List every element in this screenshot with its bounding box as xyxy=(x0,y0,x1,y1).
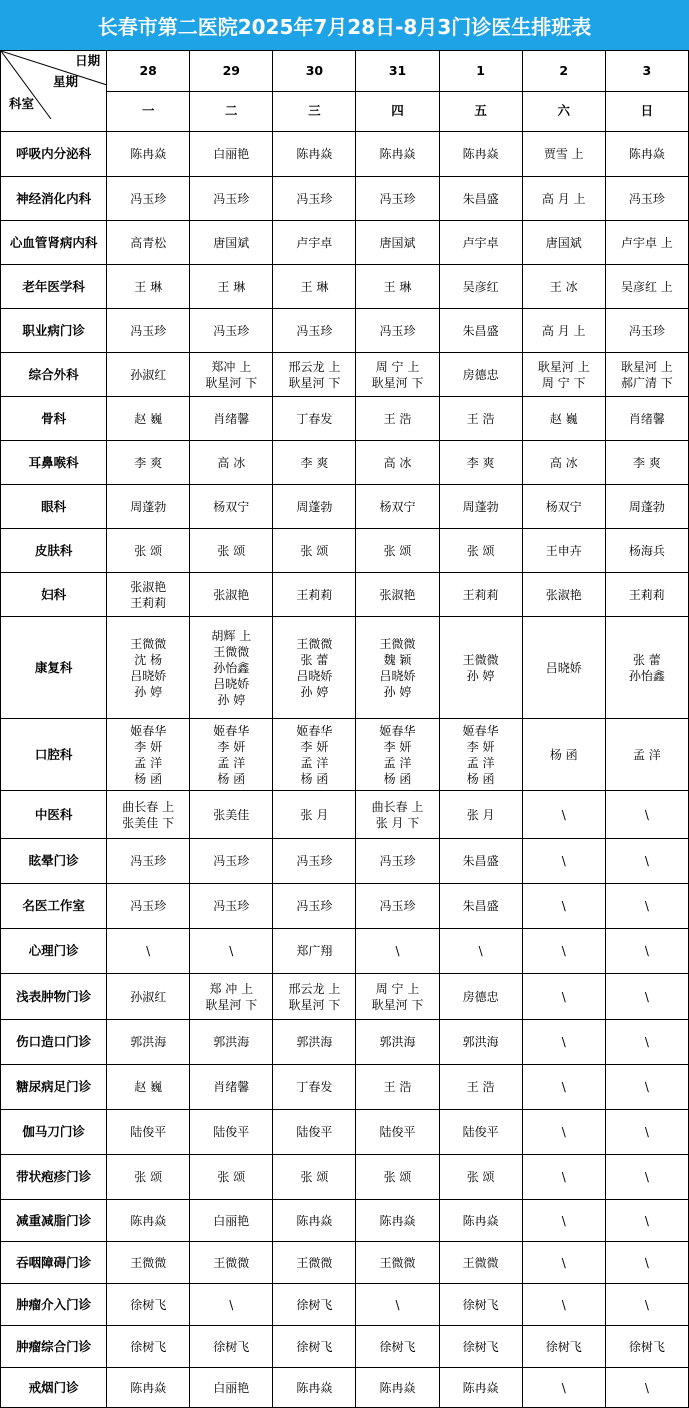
doctor-cell: 陈冉焱 xyxy=(273,1200,356,1242)
doctor-cell: 周蓬勃 xyxy=(439,485,522,529)
doctor-cell: 张淑艳 王莉莉 xyxy=(107,573,190,617)
table-row xyxy=(1,177,689,221)
department-name: 职业病门诊 xyxy=(1,309,107,353)
doctor-cell: \ xyxy=(605,1065,688,1110)
doctor-cell: 陆俊平 xyxy=(356,1110,439,1155)
department-name: 减重减脂门诊 xyxy=(1,1200,107,1242)
doctor-cell: 姬春华 李 妍 孟 洋 杨 函 xyxy=(439,719,522,791)
department-name: 口腔科 xyxy=(1,719,107,791)
doctor-cell: 张淑艳 xyxy=(190,573,273,617)
doctor-cell: 张 颂 xyxy=(190,529,273,573)
doctor-cell: 高 冰 xyxy=(522,441,605,485)
corner-label-date: 日期 xyxy=(75,53,101,68)
doctor-cell: 陈冉焱 xyxy=(439,132,522,177)
department-name: 老年医学科 xyxy=(1,265,107,309)
doctor-cell: \ xyxy=(190,929,273,974)
doctor-cell: 邢云龙 上 耿星河 下 xyxy=(273,353,356,397)
table-row xyxy=(1,397,689,441)
department-name: 浅表肿物门诊 xyxy=(1,974,107,1020)
doctor-cell: 张淑艳 xyxy=(522,573,605,617)
weekday-cell: 一 xyxy=(107,91,190,132)
doctor-cell: 赵 巍 xyxy=(107,1065,190,1110)
doctor-cell: 白丽艳 xyxy=(190,1200,273,1242)
doctor-cell: 陈冉焱 xyxy=(356,132,439,177)
doctor-cell: 王微微 沈 杨 吕晓娇 孙 婷 xyxy=(107,617,190,719)
table-row xyxy=(1,309,689,353)
doctor-cell: 王微微 xyxy=(273,1242,356,1284)
table-row xyxy=(1,839,689,884)
date-cell: 2 xyxy=(522,51,605,92)
doctor-cell: 冯玉珍 xyxy=(190,884,273,929)
doctor-cell: 高 月 上 xyxy=(522,177,605,221)
doctor-cell: \ xyxy=(107,929,190,974)
department-name: 心血管肾病内科 xyxy=(1,221,107,265)
doctor-cell: 王 琳 xyxy=(273,265,356,309)
doctor-cell: 周蓬勃 xyxy=(273,485,356,529)
doctor-cell: 徐树飞 xyxy=(522,1326,605,1368)
table-row xyxy=(1,132,689,177)
doctor-cell: 王 浩 xyxy=(356,1065,439,1110)
doctor-cell: 朱昌盛 xyxy=(439,309,522,353)
department-name: 戒烟门诊 xyxy=(1,1368,107,1408)
doctor-cell: 李 爽 xyxy=(107,441,190,485)
doctor-cell: 冯玉珍 xyxy=(605,309,688,353)
doctor-cell: 王微微 xyxy=(190,1242,273,1284)
department-name: 妇科 xyxy=(1,573,107,617)
date-cell: 28 xyxy=(107,51,190,92)
table-row xyxy=(1,1155,689,1200)
doctor-cell: 冯玉珍 xyxy=(273,309,356,353)
doctor-cell: 周蓬勃 xyxy=(107,485,190,529)
doctor-cell: \ xyxy=(522,884,605,929)
doctor-cell: 张 月 xyxy=(439,791,522,839)
doctor-cell: 周 宁 上 耿星河 下 xyxy=(356,353,439,397)
doctor-cell: \ xyxy=(522,1284,605,1326)
doctor-cell: 姬春华 李 妍 孟 洋 杨 函 xyxy=(190,719,273,791)
table-row xyxy=(1,884,689,929)
doctor-cell: \ xyxy=(605,791,688,839)
doctor-cell: \ xyxy=(522,1200,605,1242)
doctor-cell: 白丽艳 xyxy=(190,132,273,177)
doctor-cell: 陈冉焱 xyxy=(107,1368,190,1408)
doctor-cell: \ xyxy=(605,839,688,884)
doctor-cell: 高 冰 xyxy=(190,441,273,485)
doctor-cell: \ xyxy=(605,974,688,1020)
header-corner-cell xyxy=(1,51,107,132)
doctor-cell: \ xyxy=(439,929,522,974)
doctor-cell: 肖绪馨 xyxy=(605,397,688,441)
doctor-cell: 张 颂 xyxy=(439,1155,522,1200)
doctor-cell: 张美佳 xyxy=(190,791,273,839)
doctor-cell: 孙淑红 xyxy=(107,353,190,397)
doctor-cell: 徐树飞 xyxy=(190,1326,273,1368)
doctor-cell: 徐树飞 xyxy=(605,1326,688,1368)
doctor-cell: 杨双宁 xyxy=(522,485,605,529)
doctor-cell: 王 冰 xyxy=(522,265,605,309)
doctor-cell: 徐树飞 xyxy=(356,1326,439,1368)
department-name: 皮肤科 xyxy=(1,529,107,573)
doctor-cell: 郭洪海 xyxy=(107,1020,190,1065)
doctor-cell: \ xyxy=(522,1155,605,1200)
doctor-cell: 肖绪馨 xyxy=(190,397,273,441)
department-name: 呼吸内分泌科 xyxy=(1,132,107,177)
doctor-cell: 张 颂 xyxy=(273,529,356,573)
table-row xyxy=(1,1284,689,1326)
date-cell: 1 xyxy=(439,51,522,92)
doctor-cell: 王微微 xyxy=(439,1242,522,1284)
doctor-cell: 王微微 魏 颖 吕晓娇 孙 婷 xyxy=(356,617,439,719)
doctor-cell: 杨海兵 xyxy=(605,529,688,573)
doctor-cell: 冯玉珍 xyxy=(273,177,356,221)
doctor-cell: 张 月 xyxy=(273,791,356,839)
doctor-cell: 冯玉珍 xyxy=(273,839,356,884)
doctor-cell: 王莉莉 xyxy=(605,573,688,617)
doctor-cell: 房德忠 xyxy=(439,974,522,1020)
doctor-cell: 吕晓娇 xyxy=(522,617,605,719)
doctor-cell: 王莉莉 xyxy=(273,573,356,617)
doctor-cell: 王微微 孙 婷 xyxy=(439,617,522,719)
department-name: 带状疱疹门诊 xyxy=(1,1155,107,1200)
doctor-cell: 郑 冲 上 耿星河 下 xyxy=(190,974,273,1020)
doctor-cell: 丁春发 xyxy=(273,1065,356,1110)
doctor-cell: 孙淑红 xyxy=(107,974,190,1020)
doctor-cell: 冯玉珍 xyxy=(273,884,356,929)
table-row xyxy=(1,1065,689,1110)
doctor-cell: 陈冉焱 xyxy=(356,1368,439,1408)
doctor-cell: 陆俊平 xyxy=(190,1110,273,1155)
table-row xyxy=(1,573,689,617)
table-row xyxy=(1,1020,689,1065)
doctor-cell: 曲长春 上 张美佳 下 xyxy=(107,791,190,839)
doctor-cell: 卢宇卓 xyxy=(273,221,356,265)
doctor-cell: 王 琳 xyxy=(356,265,439,309)
doctor-cell: 王 浩 xyxy=(439,1065,522,1110)
doctor-cell: \ xyxy=(605,1155,688,1200)
doctor-cell: \ xyxy=(522,1110,605,1155)
table-row xyxy=(1,353,689,397)
department-name: 伤口造口门诊 xyxy=(1,1020,107,1065)
doctor-cell: 冯玉珍 xyxy=(190,839,273,884)
doctor-cell: \ xyxy=(522,974,605,1020)
doctor-cell: 高 月 上 xyxy=(522,309,605,353)
department-name: 综合外科 xyxy=(1,353,107,397)
doctor-cell: \ xyxy=(522,1020,605,1065)
table-row xyxy=(1,719,689,791)
doctor-cell: \ xyxy=(605,1368,688,1408)
doctor-cell: \ xyxy=(605,1020,688,1065)
doctor-cell: \ xyxy=(522,929,605,974)
doctor-cell: 陈冉焱 xyxy=(107,132,190,177)
doctor-cell: 冯玉珍 xyxy=(107,839,190,884)
doctor-cell: 冯玉珍 xyxy=(190,309,273,353)
table-row xyxy=(1,265,689,309)
doctor-cell: 李 爽 xyxy=(439,441,522,485)
doctor-cell: 唐国斌 xyxy=(522,221,605,265)
department-name: 糖尿病足门诊 xyxy=(1,1065,107,1110)
doctor-cell: \ xyxy=(522,1065,605,1110)
doctor-cell: 房德忠 xyxy=(439,353,522,397)
doctor-cell: 贾雪 上 xyxy=(522,132,605,177)
doctor-cell: 徐树飞 xyxy=(107,1284,190,1326)
schedule-table xyxy=(0,50,689,1408)
doctor-cell: 白丽艳 xyxy=(190,1368,273,1408)
doctor-cell: 张 颂 xyxy=(356,1155,439,1200)
doctor-cell: 冯玉珍 xyxy=(107,309,190,353)
doctor-cell: 陆俊平 xyxy=(107,1110,190,1155)
doctor-cell: 徐树飞 xyxy=(107,1326,190,1368)
doctor-cell: 冯玉珍 xyxy=(605,177,688,221)
doctor-cell: 冯玉珍 xyxy=(107,884,190,929)
doctor-cell: 冯玉珍 xyxy=(107,177,190,221)
doctor-cell: 杨 函 xyxy=(522,719,605,791)
doctor-cell: 张 颂 xyxy=(190,1155,273,1200)
doctor-cell: 唐国斌 xyxy=(190,221,273,265)
doctor-cell: 冯玉珍 xyxy=(356,884,439,929)
table-row xyxy=(1,1110,689,1155)
doctor-cell: 高 冰 xyxy=(356,441,439,485)
doctor-cell: \ xyxy=(522,1242,605,1284)
table-row xyxy=(1,929,689,974)
department-name: 伽马刀门诊 xyxy=(1,1110,107,1155)
doctor-cell: 高青松 xyxy=(107,221,190,265)
doctor-cell: 姬春华 李 妍 孟 洋 杨 函 xyxy=(107,719,190,791)
date-cell: 29 xyxy=(190,51,273,92)
table-row xyxy=(1,791,689,839)
page-title: 长春市第二医院2025年7月28日-8月3门诊医生排班表 xyxy=(0,0,689,50)
doctor-cell: 郭洪海 xyxy=(356,1020,439,1065)
doctor-cell: 张 颂 xyxy=(439,529,522,573)
doctor-cell: 耿星河 上 周 宁 下 xyxy=(522,353,605,397)
doctor-cell: 陈冉焱 xyxy=(439,1200,522,1242)
date-cell: 30 xyxy=(273,51,356,92)
doctor-cell: 李 爽 xyxy=(273,441,356,485)
doctor-cell: \ xyxy=(356,1284,439,1326)
doctor-cell: 邢云龙 上 耿星河 下 xyxy=(273,974,356,1020)
doctor-cell: 丁春发 xyxy=(273,397,356,441)
doctor-cell: 卢宇卓 上 xyxy=(605,221,688,265)
weekday-cell: 五 xyxy=(439,91,522,132)
doctor-cell: \ xyxy=(522,1368,605,1408)
table-row xyxy=(1,617,689,719)
table-row xyxy=(1,529,689,573)
doctor-cell: \ xyxy=(605,929,688,974)
doctor-cell: 王申卉 xyxy=(522,529,605,573)
doctor-cell: 王 琳 xyxy=(190,265,273,309)
table-row xyxy=(1,441,689,485)
doctor-cell: 张 颂 xyxy=(107,1155,190,1200)
doctor-cell: \ xyxy=(605,1110,688,1155)
date-cell: 3 xyxy=(605,51,688,92)
doctor-cell: 王微微 xyxy=(107,1242,190,1284)
department-name: 康复科 xyxy=(1,617,107,719)
doctor-cell: 王 浩 xyxy=(439,397,522,441)
department-name: 神经消化内科 xyxy=(1,177,107,221)
weekday-cell: 四 xyxy=(356,91,439,132)
doctor-cell: 姬春华 李 妍 孟 洋 杨 函 xyxy=(273,719,356,791)
doctor-cell: \ xyxy=(522,839,605,884)
doctor-cell: 冯玉珍 xyxy=(356,177,439,221)
doctor-cell: \ xyxy=(190,1284,273,1326)
doctor-cell: 孟 洋 xyxy=(605,719,688,791)
doctor-cell: 杨双宁 xyxy=(356,485,439,529)
department-name: 骨科 xyxy=(1,397,107,441)
doctor-cell: 曲长春 上 张 月 下 xyxy=(356,791,439,839)
doctor-cell: 陆俊平 xyxy=(273,1110,356,1155)
doctor-cell: 赵 巍 xyxy=(107,397,190,441)
doctor-cell: 吴彦红 xyxy=(439,265,522,309)
department-name: 名医工作室 xyxy=(1,884,107,929)
doctor-cell: 冯玉珍 xyxy=(190,177,273,221)
doctor-cell: 陈冉焱 xyxy=(273,132,356,177)
doctor-cell: 朱昌盛 xyxy=(439,177,522,221)
weekday-cell: 二 xyxy=(190,91,273,132)
doctor-cell: 冯玉珍 xyxy=(356,839,439,884)
doctor-cell: 冯玉珍 xyxy=(356,309,439,353)
department-name: 肿瘤介入门诊 xyxy=(1,1284,107,1326)
department-name: 眼科 xyxy=(1,485,107,529)
doctor-cell: \ xyxy=(605,1200,688,1242)
department-name: 肿瘤综合门诊 xyxy=(1,1326,107,1368)
doctor-cell: 王莉莉 xyxy=(439,573,522,617)
doctor-cell: 陈冉焱 xyxy=(273,1368,356,1408)
weekday-cell: 六 xyxy=(522,91,605,132)
doctor-cell: 姬春华 李 妍 孟 洋 杨 函 xyxy=(356,719,439,791)
doctor-cell: 郑广翔 xyxy=(273,929,356,974)
doctor-cell: 赵 巍 xyxy=(522,397,605,441)
doctor-cell: 郭洪海 xyxy=(439,1020,522,1065)
corner-label-weekday: 星期 xyxy=(53,74,79,89)
doctor-cell: 朱昌盛 xyxy=(439,839,522,884)
doctor-cell: 耿星河 上 郝广清 下 xyxy=(605,353,688,397)
doctor-cell: 郭洪海 xyxy=(190,1020,273,1065)
table-row xyxy=(1,221,689,265)
weekday-cell: 三 xyxy=(273,91,356,132)
doctor-cell: \ xyxy=(605,884,688,929)
doctor-cell: 肖绪馨 xyxy=(190,1065,273,1110)
weekday-cell: 日 xyxy=(605,91,688,132)
table-row xyxy=(1,1326,689,1368)
doctor-cell: 张淑艳 xyxy=(356,573,439,617)
doctor-cell: 张 颂 xyxy=(356,529,439,573)
doctor-cell: 李 爽 xyxy=(605,441,688,485)
header-date-row xyxy=(1,51,689,92)
doctor-cell: 周 宁 上 耿星河 下 xyxy=(356,974,439,1020)
doctor-cell: 张 颂 xyxy=(107,529,190,573)
table-row xyxy=(1,485,689,529)
doctor-cell: 陈冉焱 xyxy=(439,1368,522,1408)
doctor-cell: 徐树飞 xyxy=(439,1284,522,1326)
doctor-cell: 徐树飞 xyxy=(273,1284,356,1326)
table-row xyxy=(1,974,689,1020)
doctor-cell: 徐树飞 xyxy=(439,1326,522,1368)
doctor-cell: 陈冉焱 xyxy=(605,132,688,177)
department-name: 中医科 xyxy=(1,791,107,839)
doctor-cell: 张 颂 xyxy=(273,1155,356,1200)
doctor-cell: 张 蕾 孙怡鑫 xyxy=(605,617,688,719)
department-name: 眩晕门诊 xyxy=(1,839,107,884)
department-name: 耳鼻喉科 xyxy=(1,441,107,485)
doctor-cell: 郑冲 上 耿星河 下 xyxy=(190,353,273,397)
doctor-cell: 王 浩 xyxy=(356,397,439,441)
doctor-cell: 陆俊平 xyxy=(439,1110,522,1155)
table-row xyxy=(1,1200,689,1242)
doctor-cell: 朱昌盛 xyxy=(439,884,522,929)
doctor-cell: \ xyxy=(522,791,605,839)
table-row xyxy=(1,1368,689,1408)
table-row xyxy=(1,1242,689,1284)
doctor-cell: 周蓬勃 xyxy=(605,485,688,529)
doctor-cell: \ xyxy=(605,1242,688,1284)
date-cell: 31 xyxy=(356,51,439,92)
doctor-cell: 郭洪海 xyxy=(273,1020,356,1065)
doctor-cell: 王微微 xyxy=(356,1242,439,1284)
corner-label-department: 科室 xyxy=(9,96,35,111)
doctor-cell: \ xyxy=(605,1284,688,1326)
doctor-cell: 杨双宁 xyxy=(190,485,273,529)
doctor-cell: 徐树飞 xyxy=(273,1326,356,1368)
department-name: 心理门诊 xyxy=(1,929,107,974)
doctor-cell: 陈冉焱 xyxy=(356,1200,439,1242)
doctor-cell: \ xyxy=(356,929,439,974)
doctor-cell: 吴彦红 上 xyxy=(605,265,688,309)
doctor-cell: 王 琳 xyxy=(107,265,190,309)
doctor-cell: 唐国斌 xyxy=(356,221,439,265)
doctor-cell: 胡辉 上 王微微 孙怡鑫 吕晓娇 孙 婷 xyxy=(190,617,273,719)
department-name: 吞咽障碍门诊 xyxy=(1,1242,107,1284)
doctor-cell: 王微微 张 蕾 吕晓娇 孙 婷 xyxy=(273,617,356,719)
doctor-cell: 卢宇卓 xyxy=(439,221,522,265)
doctor-cell: 陈冉焱 xyxy=(107,1200,190,1242)
